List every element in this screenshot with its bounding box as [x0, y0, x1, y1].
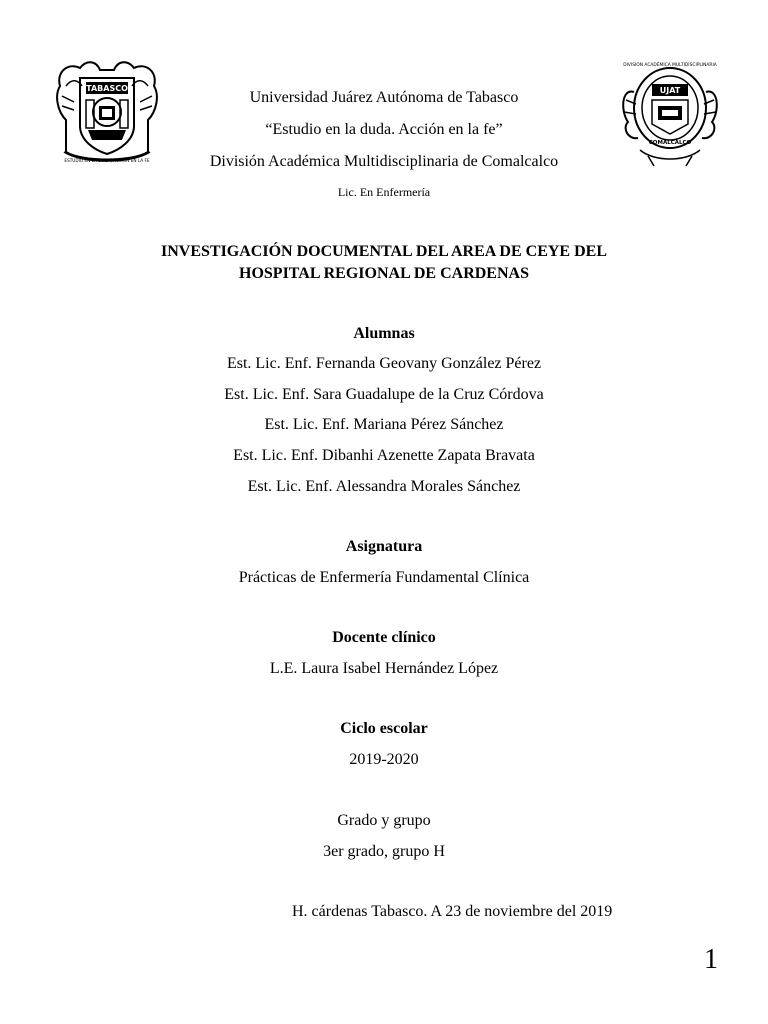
right-logo-center-text: UJAT [659, 86, 681, 95]
right-logo-bottom-text: COMALCALCO [648, 140, 692, 146]
teacher-value: L.E. Laura Isabel Hernández López [269, 660, 499, 677]
left-logo-top-text: TABASCO [86, 84, 128, 93]
student-name: Est. Lic. Enf. Sara Guadalupe de la Cruz Córdova [224, 386, 544, 403]
document-title-line-1: INVESTIGACIÓN DOCUMENTAL DEL AREA DE CEYE DEL [160, 243, 607, 260]
student-name: Est. Lic. Enf. Alessandra Morales Sánchez [247, 478, 521, 495]
right-logo-top-text: DIVISIÓN ACADÉMICA MULTIDISCIPLINARIA [623, 63, 717, 68]
university-name: Universidad Juárez Autónoma de Tabasco [249, 89, 519, 106]
program-name: Lic. En Enfermería [337, 185, 431, 199]
page-number: 1 [704, 944, 718, 975]
subject-value: Prácticas de Enfermería Fundamental Clínica [238, 569, 530, 586]
student-name: Est. Lic. Enf. Mariana Pérez Sánchez [264, 416, 504, 433]
school-year-value: 2019-2020 [349, 751, 419, 768]
teacher-heading: Docente clínico [332, 629, 436, 646]
division-name: División Académica Multidisciplinaria de Comalcalco [209, 153, 559, 170]
date-line: H. cárdenas Tabasco. A 23 de noviembre del 2019 [292, 903, 613, 920]
document-title-line-2: HOSPITAL REGIONAL DE CARDENAS [239, 265, 529, 282]
school-year-heading: Ciclo escolar [340, 720, 428, 737]
student-name: Est. Lic. Enf. Dibanhi Azenette Zapata Bravata [233, 447, 535, 464]
university-motto: “Estudio en la duda. Acción en la fe” [265, 121, 503, 138]
students-heading: Alumnas [353, 325, 415, 342]
left-logo-bottom-text: ESTUDIO EN LA DUDA, ACCIÓN EN LA FE [64, 158, 150, 163]
student-name: Est. Lic. Enf. Fernanda Geovany González Pérez [226, 355, 542, 372]
subject-heading: Asignatura [345, 538, 423, 555]
grade-value: 3er grado, grupo H [323, 843, 445, 860]
grade-heading: Grado y grupo [337, 812, 431, 829]
